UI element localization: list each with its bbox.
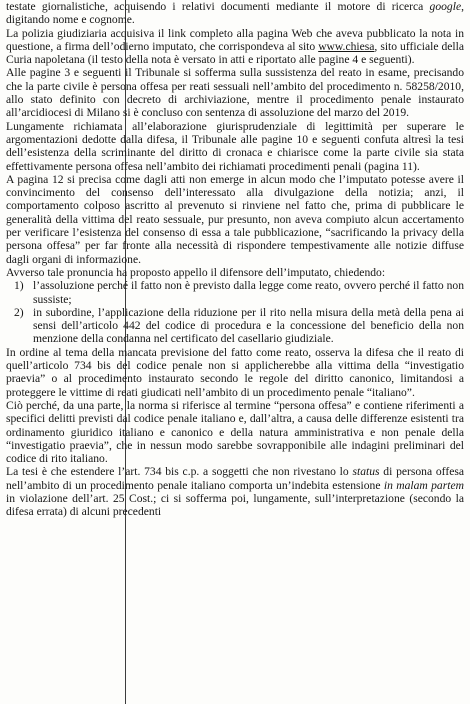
paragraph: Alle pagine 3 e seguenti il Tribunale si sofferma sulla sussistenza del reato in esame, precisando che la parte civile è persona offesa per reati sessuali nell’ambito del procedimento n. 58258/2010, allo stato definito con decreto di archiviazione, mentre il procedimento penale instaurato all’arcidiocesi di Milano si è concluso con sentenza di assoluzione del marzo del 2019.: [6, 66, 464, 120]
paragraph: [6, 465, 464, 518]
italic-term: google: [429, 0, 462, 13]
paragraph-text: La tesi è che estendere l’art. 734 bis c.p. a soggetti che non rivestano lo: [6, 465, 353, 479]
paragraph: A pagina 12 si precisa come dagli atti non emerge in alcun modo che l’imputato potesse avere il convincimento del consenso dell’interessato alla divulgazione della notizia; anzi, il comportamento colposo ascritto al prevenuto si rinviene nel fatto che, prima di pubblicare le generalità della vittima del reato sessuale, pur presunto, non aveva compiuto alcun accertamento per verificare l’esistenza del consenso di essa a tale pubblicazione, “sacrificando la privacy della persona offesa” per far fronte alla necessità di rispondere tempestivamente alle notizie diffuse dagli organi di informazione.: [6, 172, 464, 266]
list-number: 1): [14, 279, 24, 293]
list-item-text: in subordine, l’applicazione della riduzione per il rito nella misura della metà della pena ai sensi dell’articolo 442 del codice di procedura e la concessione del beneficio della non menzione della condanna nel certificato del casellario giudiziale.: [33, 305, 464, 346]
document-body: [6, 0, 464, 519]
italic-term: status: [352, 465, 380, 479]
list-item-text: l’assoluzione perché il fatto non è previsto dalla legge come reato, ovvero perché il fatto non sussiste;: [33, 279, 464, 306]
site-url: www.chiesa: [318, 39, 375, 53]
paragraph: Avverso tale pronuncia ha proposto appello il difensore dell’imputato, chiedendo:: [6, 265, 386, 279]
paragraph: [6, 0, 464, 27]
appeal-requests-list: [6, 279, 464, 345]
paragraph-text: di persona offesa nell’ambito di un procedimento penale italiano comporta un’indebita estensione: [6, 465, 464, 492]
paragraph: [6, 27, 464, 67]
paragraph-text: in violazione dell’art. 25 Cost.; ci si sofferma poi, lungamente, sull’interpretazione (secondo la difesa errata) di alcuni precedenti: [6, 491, 464, 519]
paragraph-text: La polizia giudiziaria acquisiva il link completo alla pagina Web che aveva pubblicato la nota in questione, a firma dell’odierno imputato, che corrispondeva al sito: [6, 26, 464, 53]
list-item: [6, 279, 464, 306]
paragraph-text: testate giornalistiche, acquisendo i relativi documenti mediante il motore di ricerca: [6, 0, 430, 13]
paragraph: In ordine al tema della mancata previsione del fatto come reato, osserva la difesa che il reato di quell’articolo 734 bis del codice penale non si applicherebbe alla vittima della “investigatio praevia” o al procedimento instaurato secondo le regole del diritto canonico, limitandosi a proteggere le vittime di reati giudicati nell’ambito di un procedimento penale “italiano”.: [6, 345, 464, 399]
paragraph-text: , sito ufficiale della Curia napoletana (il testo della nota è versato in atti e riportato alle pagine 4 e seguenti).: [6, 39, 464, 67]
paragraph: Lungamente richiamata all’elaborazione giurisprudenziale di legittimità per superare le argomentazioni dedotte dalla difesa, il Tribunale alle pagine 10 e seguenti confuta altresì la tesi dell’esistenza della scriminante del diritto di cronaca e chiarisce come la parte civile sia stata effettivamente persona offesa nell’ambito dei richiamati procedimenti penali (pagina 11).: [6, 119, 464, 173]
italic-term: in malam partem: [383, 478, 464, 492]
paragraph-text: , digitando nome e cognome.: [6, 0, 464, 27]
list-item: [6, 306, 464, 346]
paragraph: Ciò perché, da una parte, la norma si riferisce al termine “persona offesa” e contiene riferimenti a specifici delitti previsti dal codice penale italiano e, dall’altra, a causa delle differenze esistenti tra ordinamento giuridico italiano e canonico e della natura amministrativa e non penale della “investigatio praevia”, che in nessun modo sarebbe sovrapponibile alle indagini preliminari del codice di rito italiano.: [6, 398, 464, 466]
list-number: 2): [14, 305, 24, 319]
